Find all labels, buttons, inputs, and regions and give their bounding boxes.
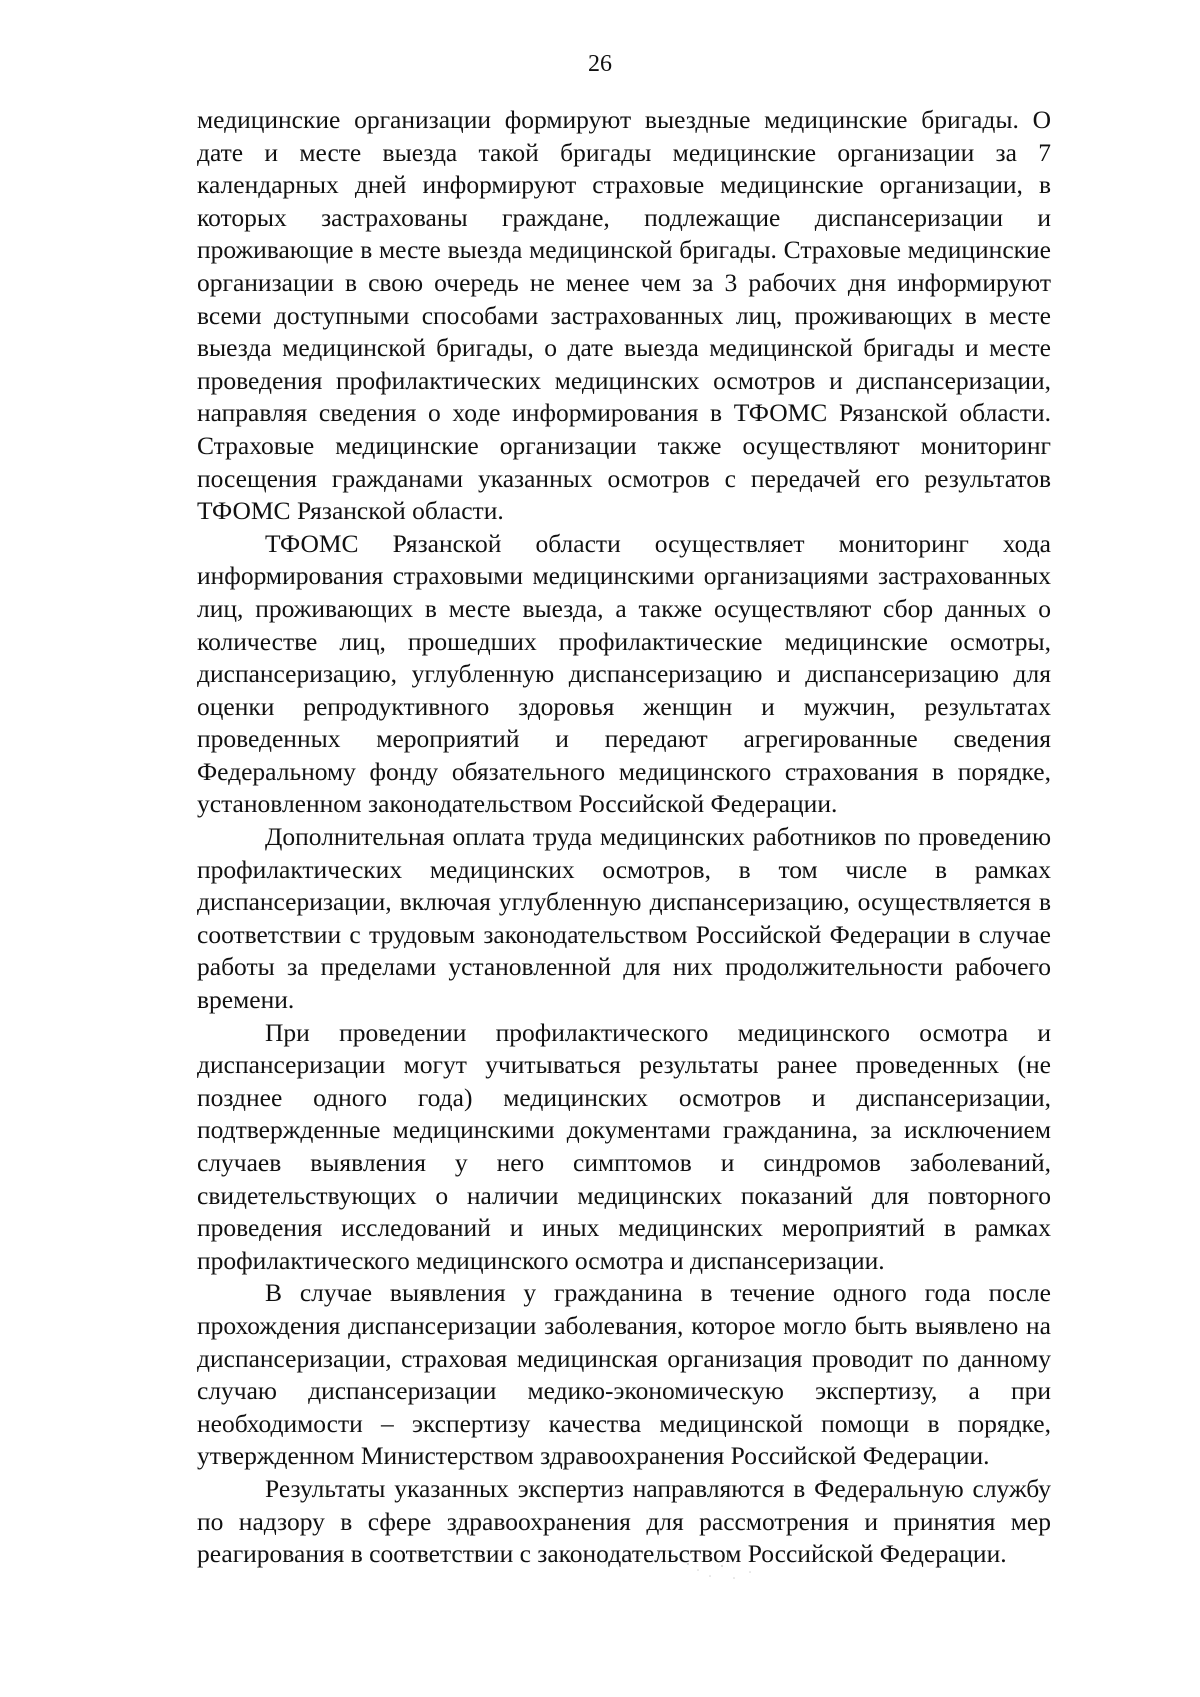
paragraph-expertise-results: Результаты указанных экспертиз направляются в Федеральную службу по надзору в сфере здравоохранения для рассмотрения и принятия мер реагирования в соответствии с законодательством Российской Федерации. [197,1473,1051,1569]
page-number: 26 [588,51,612,77]
paragraph-monitoring: ТФОМС Рязанской области осуществляет мониторинг хода информирования страховыми медицинскими организациями застрахованных лиц, проживающих в месте выезда, а также осуществляют сбор данных о количестве лиц, прошедших профилактические медицинские осмотры, диспансеризацию, углубленную диспансеризацию и диспансеризацию для оценки репродуктивного здоровья женщин и мужчин, результатах проведенных мероприятий и передают агрегированные сведения Федеральному фонду обязательного медицинского страхования в порядке, установленном законодательством Российской Федерации. [197,528,1051,819]
scan-artifact [680,1554,770,1594]
document-body [197,104,1051,1571]
paragraph-additional-payment: Дополнительная оплата труда медицинских работников по проведению профилактических медицинских осмотров, в том числе в рамках диспансеризации, включая углубленную диспансеризацию, осуществляется в соответствии с трудовым законодательством Российской Федерации в случае работы за пределами установленной для них продолжительности рабочего времени. [197,822,1051,1015]
paragraph-continuation: медицинские организации формируют выездные медицинские бригады. О дате и месте выезда такой бригады медицинские организации за 7 календарных дней информируют страховые медицинские организации, в которых застрахованы граждане, подлежащие диспансеризации и проживающие в месте выезда медицинской бригады. Страховые медицинские организации в свою очередь не менее чем за 3 рабочих дня информируют всеми доступными способами застрахованных лиц, проживающих в месте выезда медицинской бригады, о дате выезда медицинской бригады и месте проведения профилактических медицинских осмотров и диспансеризации, направляя сведения о ходе информирования в ТФОМС Рязанской области. Страховые медицинские организации также осуществляют мониторинг посещения гражданами указанных осмотров с передачей его результатов ТФОМС Рязанской области. [197,105,1051,526]
paragraph-previous-results: При проведении профилактического медицинского осмотра и диспансеризации могут учитываться результаты ранее проведенных (не позднее одного года) медицинских осмотров и диспансеризации, подтвержденные медицинскими документами гражданина, за исключением случаев выявления у него симптомов и синдромов заболеваний, свидетельствующих о наличии медицинских показаний для повторного проведения исследований и иных медицинских мероприятий в рамках профилактического медицинского осмотра и диспансеризации. [197,1017,1051,1275]
paragraph-expertise: В случае выявления у гражданина в течение одного года после прохождения диспансеризации заболевания, которое могло быть выявлено на диспансеризации, страховая медицинская организация проводит по данному случаю диспансеризации медико-экономическую экспертизу, а при необходимости – экспертизу качества медицинской помощи в порядке, утвержденном Министерством здравоохранения Российской Федерации. [197,1278,1051,1471]
